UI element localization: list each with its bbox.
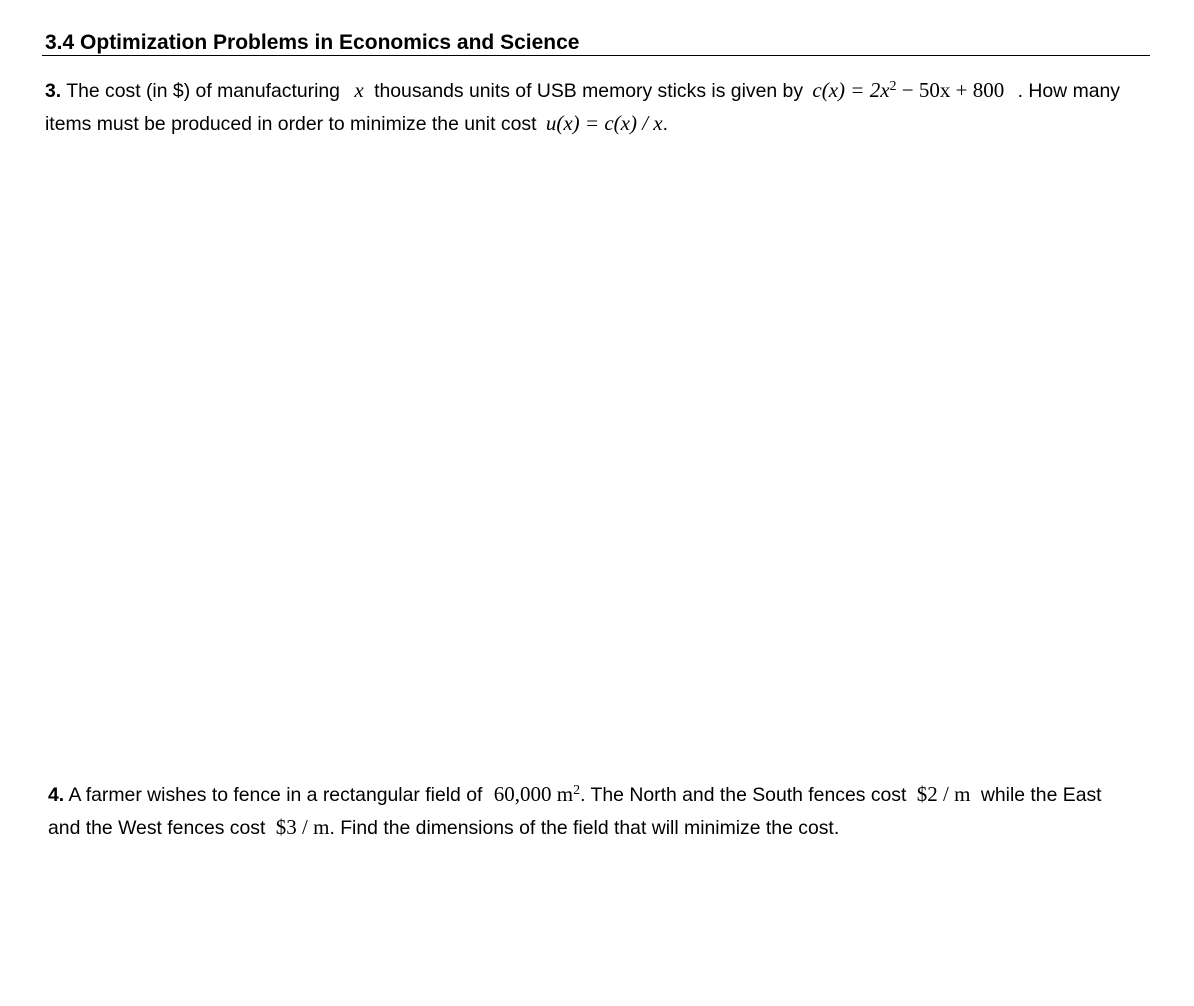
problem-3-answer-space — [45, 145, 1145, 755]
problem-3-text-b: thousands units of USB memory sticks is given by — [374, 80, 804, 102]
problem-3-text-c: . How many — [1017, 80, 1120, 102]
problem-4-answer-space — [45, 850, 1145, 990]
variable-x: x — [354, 78, 364, 102]
problem-4-text-d: and the West fences cost — [48, 817, 266, 839]
problem-4-text-b: . The North and the South fences cost — [580, 784, 907, 806]
section-header — [42, 30, 1150, 56]
problem-4-text-a: A farmer wishes to fence in a rectangular field of — [68, 784, 483, 806]
problem-3-text-e: . — [662, 113, 668, 135]
section-title: 3.4 Optimization Problems in Economics and Science — [45, 31, 580, 54]
problem-4-line-1 — [48, 778, 1102, 811]
cost-function: $c(x) = 2x^2 - 50x + 800$ — [812, 78, 1005, 102]
unit-cost-function: u(x) = c(x) / x — [545, 111, 663, 135]
north-south-cost: $2 / m — [916, 782, 971, 806]
east-west-cost: $3 / m — [275, 815, 330, 839]
problem-3 — [45, 74, 1120, 140]
problem-3-number: 3. — [45, 80, 62, 102]
problem-3-line-1 — [45, 74, 1120, 107]
problem-3-line-2 — [45, 107, 1120, 140]
problem-4-number: 4. — [48, 784, 65, 806]
problem-3-text-a: The cost (in $) of manufacturing — [66, 80, 340, 102]
problem-3-text-d: items must be produced in order to minimize the unit cost — [45, 113, 537, 135]
problem-4-text-e: . Find the dimensions of the field that will minimize the cost. — [329, 817, 840, 839]
problem-4 — [48, 778, 1102, 844]
problem-4-line-2 — [48, 811, 1102, 844]
problem-4-text-c: while the East — [980, 784, 1102, 806]
field-area: 60,000 $m^2$ — [493, 782, 581, 806]
